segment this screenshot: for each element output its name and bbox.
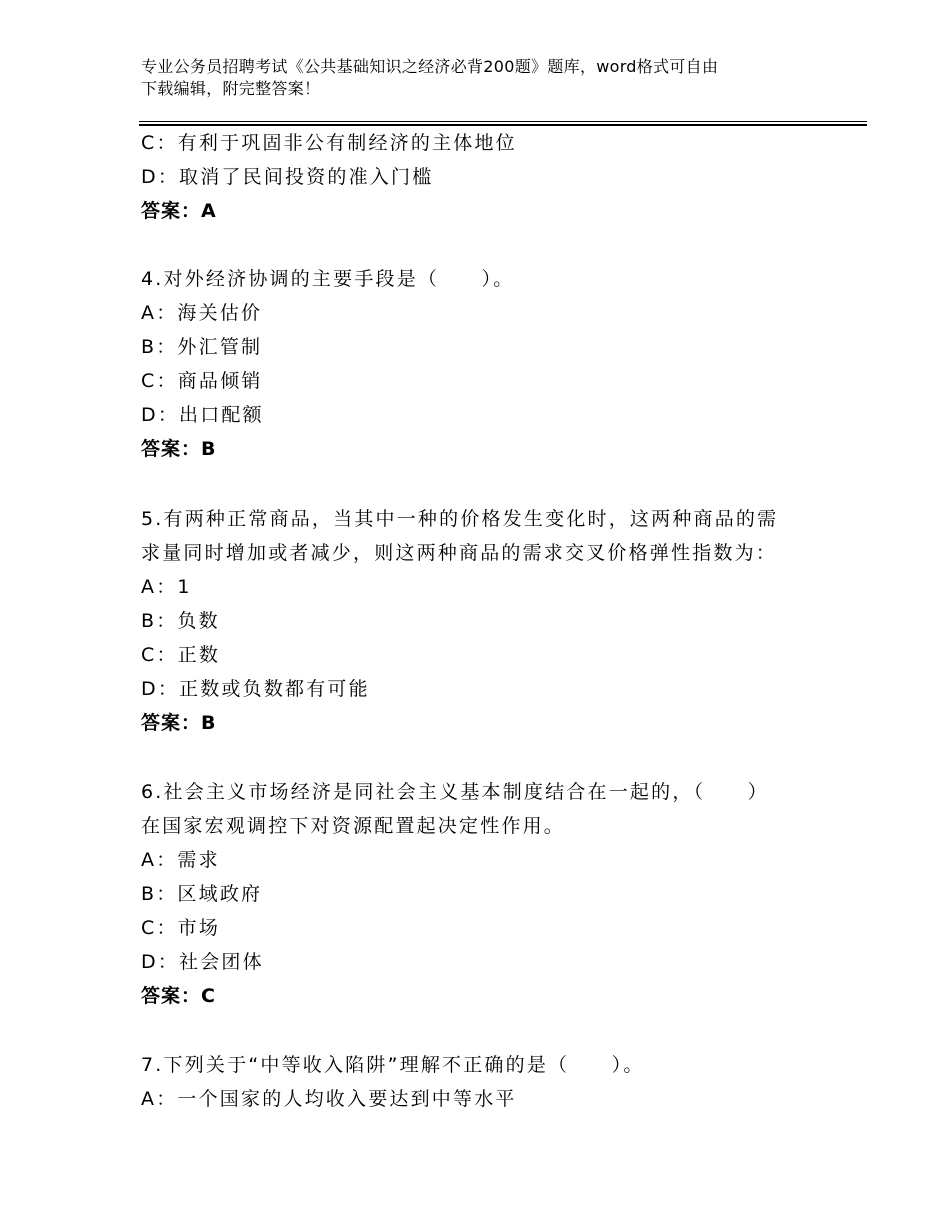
q6-option-b: B：区域政府 xyxy=(141,883,263,905)
q4-stem: 4.对外经济协调的主要手段是（ ）。 xyxy=(141,268,515,290)
q5-option-b: B：负数 xyxy=(141,610,220,632)
q6-option-a: A：需求 xyxy=(141,849,220,871)
q3-answer: 答案：A xyxy=(141,200,217,222)
header-line-1: 专业公务员招聘考试《公共基础知识之经济必背200题》题库，word格式可自由 xyxy=(141,57,719,76)
q5-stem-line-1: 5.有两种正常商品，当其中一种的价格发生变化时，这两种商品的需 xyxy=(141,508,779,530)
q6-answer: 答案：C xyxy=(141,985,216,1007)
document-header xyxy=(141,56,861,100)
header-divider-thick xyxy=(139,124,867,126)
q4-option-a: A：海关估价 xyxy=(141,302,263,324)
q3-option-c: C：有利于巩固非公有制经济的主体地位 xyxy=(141,132,517,154)
q4-answer: 答案：B xyxy=(141,438,217,460)
q6-stem-line-1: 6.社会主义市场经济是同社会主义基本制度结合在一起的，（ ） xyxy=(141,781,769,803)
q5-answer: 答案：B xyxy=(141,712,217,734)
q5-option-c: C：正数 xyxy=(141,644,221,666)
q6-option-d: D：社会团体 xyxy=(141,951,264,973)
q3-option-d: D：取消了民间投资的准入门槛 xyxy=(141,166,434,188)
header-line-2: 下载编辑，附完整答案！ xyxy=(141,79,321,98)
q7-stem: 7.下列关于“中等收入陷阱”理解不正确的是（ ）。 xyxy=(141,1054,645,1076)
q5-stem-line-2: 求量同时增加或者减少，则这两种商品的需求交叉价格弹性指数为： xyxy=(141,542,778,564)
q4-option-d: D：出口配额 xyxy=(141,404,264,426)
q5-option-d: D：正数或负数都有可能 xyxy=(141,678,370,700)
q4-option-b: B：外汇管制 xyxy=(141,336,263,358)
header-divider-thin xyxy=(139,121,867,122)
q4-option-c: C：商品倾销 xyxy=(141,370,263,392)
q5-option-a: A：1 xyxy=(141,576,192,598)
q7-option-a: A：一个国家的人均收入要达到中等水平 xyxy=(141,1088,517,1110)
q6-option-c: C：市场 xyxy=(141,917,221,939)
q6-stem-line-2: 在国家宏观调控下对资源配置起决定性作用。 xyxy=(141,815,566,837)
